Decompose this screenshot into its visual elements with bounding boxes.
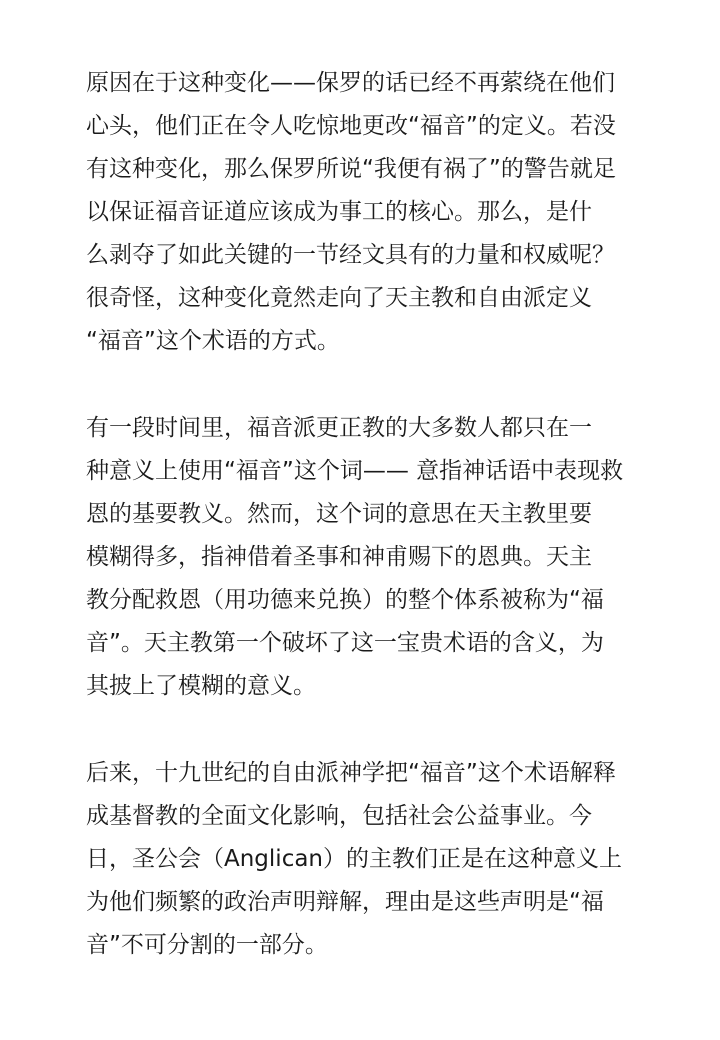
paragraph-line: 种意义上使用“福音”这个词—— 意指神话语中表现救	[86, 458, 624, 484]
paragraph-1	[86, 62, 646, 363]
paragraph-line: 成基督教的全面文化影响，包括社会公益事业。今	[86, 803, 592, 829]
paragraph-line: 有一段时间里，福音派更正教的大多数人都只在一	[86, 415, 592, 441]
paragraph-line: 日，圣公会（Anglican）的主教们正是在这种意义上	[86, 846, 623, 872]
paragraph-line: 音”不可分割的一部分。	[86, 932, 328, 958]
paragraph-line: 心头，他们正在令人吃惊地更改“福音”的定义。若没	[86, 113, 616, 139]
paragraph-line: 原因在于这种变化——保罗的话已经不再萦绕在他们	[86, 70, 615, 96]
paragraph-line: 以保证福音证道应该成为事工的核心。那么，是什	[86, 199, 592, 225]
paragraph-line: 音”。天主教第一个破坏了这一宝贵术语的含义，为	[86, 630, 604, 656]
paragraph-3	[86, 752, 646, 967]
paragraph-line: 么剥夺了如此关键的一节经文具有的力量和权威呢？	[86, 242, 615, 268]
paragraph-line: 教分配救恩（用功德来兑换）的整个体系被称为“福	[86, 587, 604, 613]
paragraph-line: 后来，十九世纪的自由派神学把“福音”这个术语解释	[86, 760, 616, 786]
paragraph-line: 模糊得多，指神借着圣事和神甫赐下的恩典。天主	[86, 544, 592, 570]
paragraph-line: 为他们频繁的政治声明辩解，理由是这些声明是“福	[86, 889, 604, 915]
paragraph-line: 恩的基要教义。然而，这个词的意思在天主教里要	[86, 501, 592, 527]
paragraph-2	[86, 407, 646, 708]
paragraph-line: 有这种变化，那么保罗所说“我便有祸了”的警告就足	[86, 156, 616, 182]
paragraph-line: 其披上了模糊的意义。	[86, 673, 316, 699]
paragraph-line: “福音”这个术语的方式。	[86, 328, 340, 354]
paragraph-line: 很奇怪，这种变化竟然走向了天主教和自由派定义	[86, 285, 592, 311]
